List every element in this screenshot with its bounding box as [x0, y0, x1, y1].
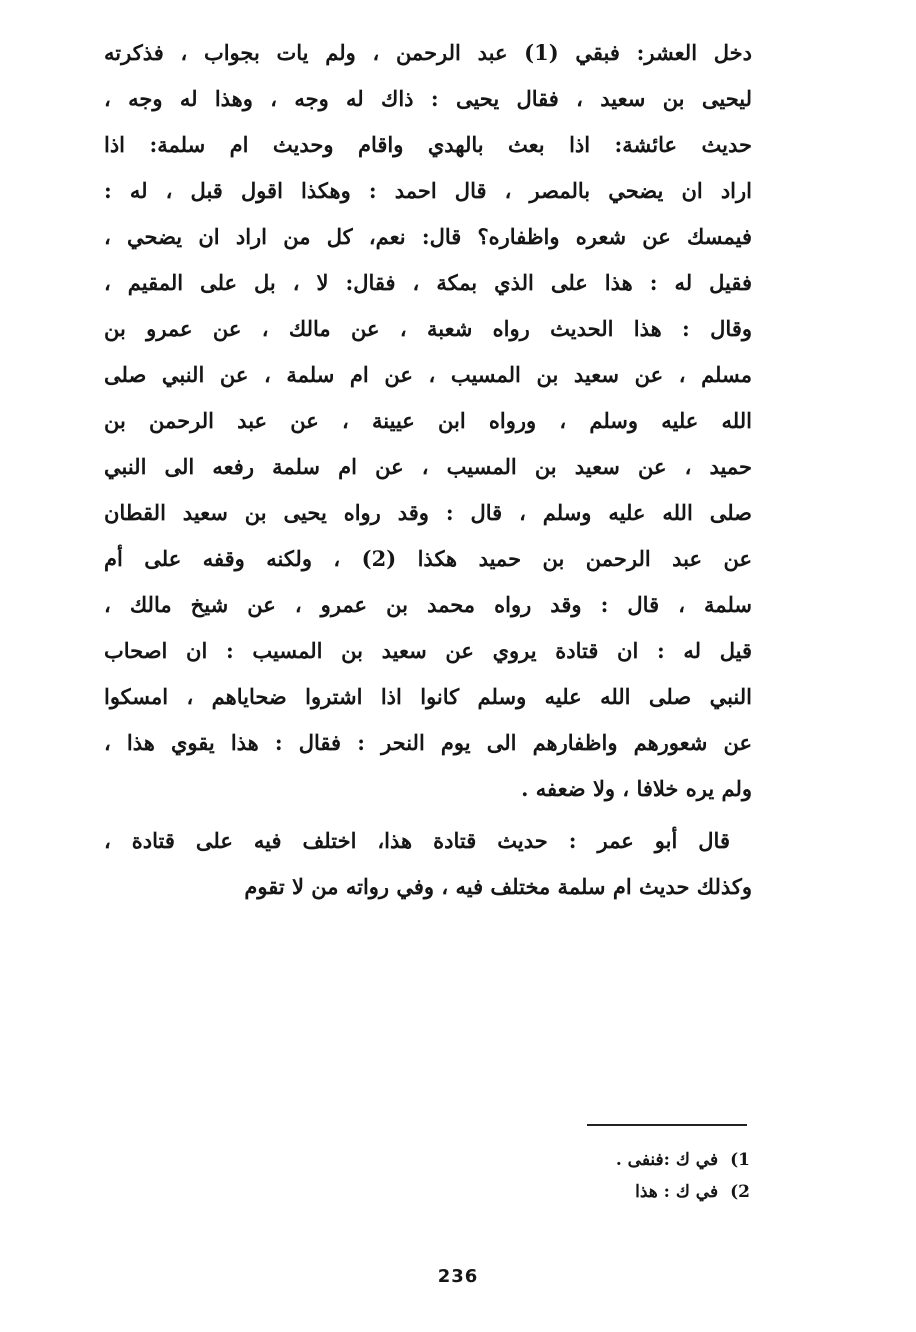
footnote-1	[440, 1144, 750, 1176]
footnote-number: 1)	[730, 1150, 750, 1170]
text-line: صلى الله عليه وسلم ، قال : وقد رواه يحيى بن سعيد القطان	[104, 500, 752, 525]
footnote-2	[440, 1176, 750, 1208]
second-paragraph	[104, 818, 752, 910]
text-line: وكذلك حديث ام سلمة مختلف فيه ، وفي رواته من لا تقوم	[244, 874, 752, 899]
footnote-separator	[587, 1124, 747, 1126]
text-line: اراد ان يضحي بالمصر ، قال احمد : وهكذا اقول قبل ، له :	[104, 178, 752, 203]
text-line: ليحيى بن سعيد ، فقال يحيى : ذاك له وجه ، وهذا له وجه ،	[104, 86, 752, 111]
text-line: فقيل له : هذا على الذي بمكة ، فقال: لا ، بل على المقيم ،	[104, 270, 752, 295]
text-line: دخل العشر: فبقي (1) عبد الرحمن ، ولم يات بجواب ، فذكرته	[104, 40, 752, 65]
text-line: الله عليه وسلم ، ورواه ابن عيينة ، عن عبد الرحمن بن	[104, 408, 752, 433]
footnote-text: في ك : هذا	[635, 1182, 719, 1202]
text-line: سلمة ، قال : وقد رواه محمد بن عمرو ، عن شيخ مالك ،	[104, 592, 752, 617]
text-line: وقال : هذا الحديث رواه شعبة ، عن مالك ، عن عمرو بن	[104, 316, 752, 341]
text-line: حميد ، عن سعيد بن المسيب ، عن ام سلمة رفعه الى النبي	[104, 454, 752, 479]
footnotes	[440, 1144, 750, 1208]
footnote-number: 2)	[730, 1182, 750, 1202]
text-line: فيمسك عن شعره واظفاره؟ قال: نعم، كل من اراد ان يضحي ،	[104, 224, 752, 249]
page-number: 236	[437, 1266, 479, 1287]
text-line: ولم يره خلافا ، ولا ضعفه .	[521, 776, 752, 801]
text-line: عن عبد الرحمن بن حميد هكذا (2) ، ولكنه وقفه على أم	[104, 546, 752, 571]
footnote-text: في ك :فنفى .	[615, 1150, 719, 1170]
text-line: عن شعورهم واظفارهم الى يوم النحر : فقال : هذا يقوي هذا ،	[104, 730, 752, 755]
text-line: قال أبو عمر : حديث قتادة هذا، اختلف فيه على قتادة ،	[104, 828, 730, 853]
text-line: النبي صلى الله عليه وسلم كانوا اذا اشتروا ضحاياهم ، امسكوا	[104, 684, 752, 709]
text-line: قيل له : ان قتادة يروي عن سعيد بن المسيب : ان اصحاب	[104, 638, 752, 663]
main-paragraph	[104, 30, 752, 812]
text-line: مسلم ، عن سعيد بن المسيب ، عن ام سلمة ، عن النبي صلى	[104, 362, 752, 387]
text-line: حديث عائشة: اذا بعث بالهدي واقام وحديث ام سلمة: اذا	[104, 132, 752, 157]
